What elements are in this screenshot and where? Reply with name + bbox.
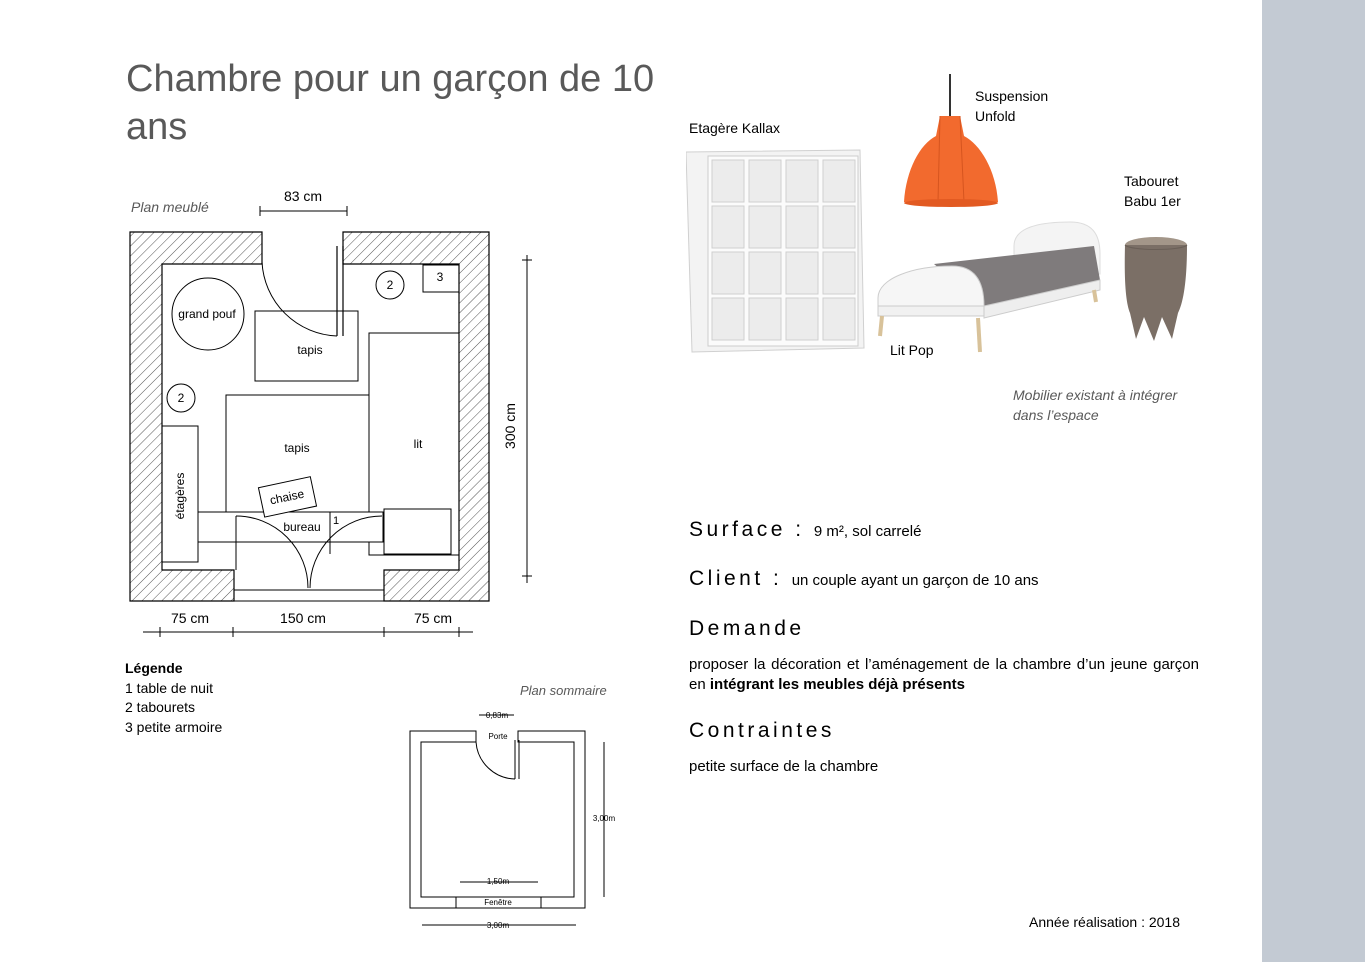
legend [125, 659, 222, 738]
legend-heading: Légende [125, 660, 183, 676]
simple-floor-plan [400, 700, 620, 940]
dim-bottom-mid: 150 cm [280, 610, 326, 626]
sommaire-door-dim: 0,83m [485, 711, 509, 720]
mobilier-note: Mobilier existant à intégrer dans l’espace [1013, 387, 1178, 423]
kallax-shelf-image [686, 146, 868, 356]
svg-text:étagères: étagères [173, 472, 187, 520]
legend-item: 2 tabourets [125, 699, 196, 716]
demande-heading: Demande [689, 617, 805, 640]
contraintes-text: petite surface de la chambre [689, 758, 879, 775]
client-line [689, 567, 1039, 591]
client-label: Client : [689, 567, 783, 590]
demande-text: proposer la décoration et l’aménagement de la chambre d’un jeune garçon en intégrant les meubles déjà présents [689, 656, 1199, 693]
marker-1: 1 [332, 515, 340, 527]
year-label: Année réalisation : 2018 [1029, 914, 1180, 930]
plan-meuble-caption: Plan meublé [131, 199, 209, 215]
table-de-nuit [384, 509, 451, 554]
sommaire-height: 3,00m [592, 814, 616, 823]
demande-emphasis: intégrant les meubles déjà présents [709, 676, 965, 693]
tabouret-image [1120, 233, 1192, 345]
surface-label: Surface : [689, 518, 805, 541]
svg-text:lit: lit [413, 437, 423, 451]
sommaire-door: Porte [488, 732, 508, 741]
chaise [258, 477, 316, 517]
plan-sommaire-caption: Plan sommaire [520, 683, 607, 698]
page-title: Chambre pour un garçon de 10 ans [126, 58, 655, 149]
client-value: un couple ayant un garçon de 10 ans [791, 572, 1039, 589]
legend-item: 3 petite armoire [125, 719, 223, 736]
right-sidebar [1262, 0, 1365, 962]
contraintes-heading: Contraintes [689, 719, 835, 742]
dim-door-width: 83 cm [283, 188, 323, 204]
surface-line [689, 518, 921, 542]
door-swing [262, 262, 337, 336]
surface-value: 9 m², sol carrelé [813, 523, 922, 540]
kallax-label: Etagère Kallax [689, 120, 781, 136]
lit-pop-label: Lit Pop [890, 342, 934, 358]
tabouret-label: Tabouret Babu 1er [1124, 173, 1181, 209]
svg-text:tapis: tapis [284, 441, 310, 455]
suspension-label: Suspension Unfold [975, 88, 1049, 124]
svg-text:chaise: chaise [268, 486, 306, 508]
svg-text:grand pouf: grand pouf [178, 307, 236, 321]
lit-pop-image [874, 220, 1106, 354]
sommaire-window-dim: 1,50m [486, 877, 510, 886]
dim-bottom-right: 75 cm [413, 610, 453, 626]
dim-bottom-left: 75 cm [170, 610, 210, 626]
marker-2-left: 2 [177, 391, 185, 405]
svg-text:tapis: tapis [297, 343, 323, 357]
legend-item: 1 table de nuit [125, 679, 213, 696]
marker-3: 3 [436, 270, 444, 284]
suspension-lamp-image [900, 74, 1002, 208]
sommaire-width: 3,00m [486, 921, 510, 930]
sommaire-window: Fenêtre [484, 898, 512, 907]
dim-height: 300 cm [502, 403, 518, 449]
furnished-floor-plan [120, 180, 540, 640]
svg-text:bureau: bureau [283, 520, 321, 534]
marker-2-top: 2 [386, 278, 394, 292]
